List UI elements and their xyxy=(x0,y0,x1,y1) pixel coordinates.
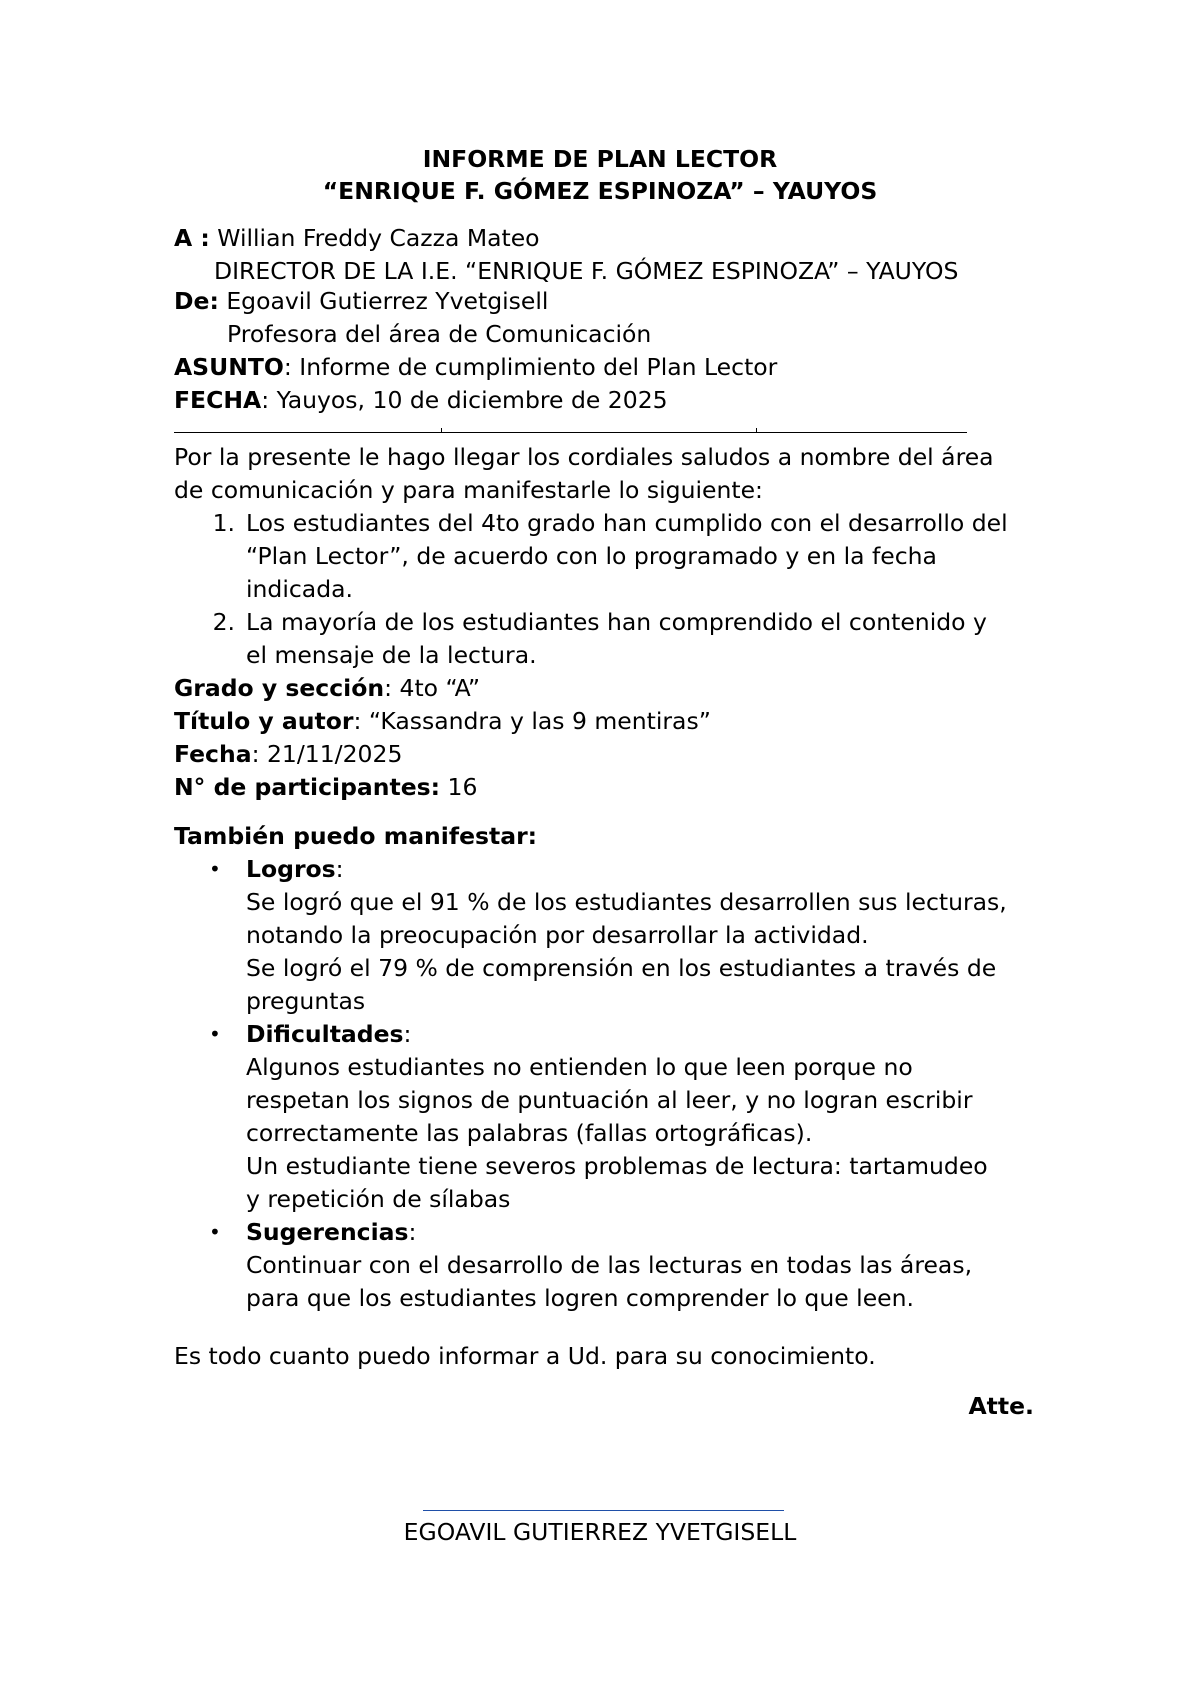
grade-label: Grado y sección xyxy=(174,674,385,702)
closing-text: Es todo cuanto puedo informar a Ud. para su conocimiento. xyxy=(174,1342,876,1370)
section-line: Se logró que el 91 % de los estudiantes desarrollen sus lecturas, xyxy=(246,888,1007,916)
to-label: A : xyxy=(174,224,210,252)
section-colon: : xyxy=(403,1020,412,1048)
section-colon: : xyxy=(335,855,344,883)
institution-title: “ENRIQUE F. GÓMEZ ESPINOZA” – YAUYOS xyxy=(322,177,878,205)
subject-text: : Informe de cumplimiento del Plan Lector xyxy=(283,353,778,381)
section-line: respetan los signos de puntuación al leer, y no logran escribir xyxy=(246,1086,973,1114)
section-line: notando la preocupación por desarrollar la actividad. xyxy=(246,921,869,949)
bullet-icon: • xyxy=(209,857,221,881)
atte-text: Atte. xyxy=(968,1392,1034,1420)
document-title: INFORME DE PLAN LECTOR xyxy=(422,145,778,173)
signature-line xyxy=(423,1510,784,1511)
date-text: : Yauyos, 10 de diciembre de 2025 xyxy=(261,386,668,414)
grade-line xyxy=(174,672,480,705)
divider-tick xyxy=(441,428,442,433)
date-label: FECHA xyxy=(174,386,262,414)
subject-line xyxy=(174,351,777,384)
activity-date-label: Fecha xyxy=(174,740,252,768)
section-heading-logros xyxy=(246,853,344,886)
also-heading: También puedo manifestar: xyxy=(174,822,538,850)
from-name: Egoavil Gutierrez Yvetgisell xyxy=(218,287,549,315)
participants-value: 16 xyxy=(440,773,478,801)
from-role: Profesora del área de Comunicación xyxy=(227,320,652,348)
section-label: Logros xyxy=(246,855,336,883)
date-line xyxy=(174,384,668,417)
to-line xyxy=(174,222,540,255)
participants-label: N° de participantes: xyxy=(174,773,441,801)
list-number: 1. xyxy=(212,509,235,537)
section-heading-sugerencias xyxy=(246,1216,416,1249)
bullet-icon: • xyxy=(209,1220,221,1244)
section-colon: : xyxy=(408,1218,417,1246)
section-line: y repetición de sílabas xyxy=(246,1185,511,1213)
section-label: Sugerencias xyxy=(246,1218,409,1246)
from-line xyxy=(174,285,548,318)
section-line: Un estudiante tiene severos problemas de lectura: tartamudeo xyxy=(246,1152,988,1180)
from-label: De: xyxy=(174,287,219,315)
section-label: Dificultades xyxy=(246,1020,404,1048)
list-number: 2. xyxy=(212,608,235,636)
list-item-line: el mensaje de la lectura. xyxy=(246,641,537,669)
divider-tick xyxy=(756,428,757,433)
section-line: para que los estudiantes logren comprender lo que leen. xyxy=(246,1284,914,1312)
list-item-line: “Plan Lector”, de acuerdo con lo programado y en la fecha xyxy=(246,542,937,570)
header-divider xyxy=(174,432,967,433)
title-author-line xyxy=(174,705,711,738)
activity-date-value: : 21/11/2025 xyxy=(251,740,403,768)
section-line: Algunos estudiantes no entienden lo que leen porque no xyxy=(246,1053,913,1081)
intro-line: Por la presente le hago llegar los cordiales saludos a nombre del área xyxy=(174,443,994,471)
list-item-line: indicada. xyxy=(246,575,353,603)
section-line: Se logró el 79 % de comprensión en los estudiantes a través de xyxy=(246,954,997,982)
section-line: correctamente las palabras (fallas ortográficas). xyxy=(246,1119,813,1147)
title-author-label: Título y autor xyxy=(174,707,354,735)
section-line: Continuar con el desarrollo de las lecturas en todas las áreas, xyxy=(246,1251,973,1279)
to-name: Willian Freddy Cazza Mateo xyxy=(209,224,540,252)
subject-label: ASUNTO xyxy=(174,353,284,381)
list-item-line: Los estudiantes del 4to grado han cumplido con el desarrollo del xyxy=(246,509,1008,537)
bullet-icon: • xyxy=(209,1022,221,1046)
section-heading-dificultades xyxy=(246,1018,411,1051)
intro-line: de comunicación y para manifestarle lo siguiente: xyxy=(174,476,763,504)
activity-date-line xyxy=(174,738,402,771)
section-line: preguntas xyxy=(246,987,366,1015)
to-role: DIRECTOR DE LA I.E. “ENRIQUE F. GÓMEZ ESPINOZA” – YAUYOS xyxy=(214,257,959,285)
grade-value: : 4to “A” xyxy=(384,674,481,702)
participants-line xyxy=(174,771,477,804)
signatory-name: EGOAVIL GUTIERREZ YVETGISELL xyxy=(403,1518,797,1546)
list-item-line: La mayoría de los estudiantes han comprendido el contenido y xyxy=(246,608,987,636)
title-author-value: : “Kassandra y las 9 mentiras” xyxy=(353,707,711,735)
